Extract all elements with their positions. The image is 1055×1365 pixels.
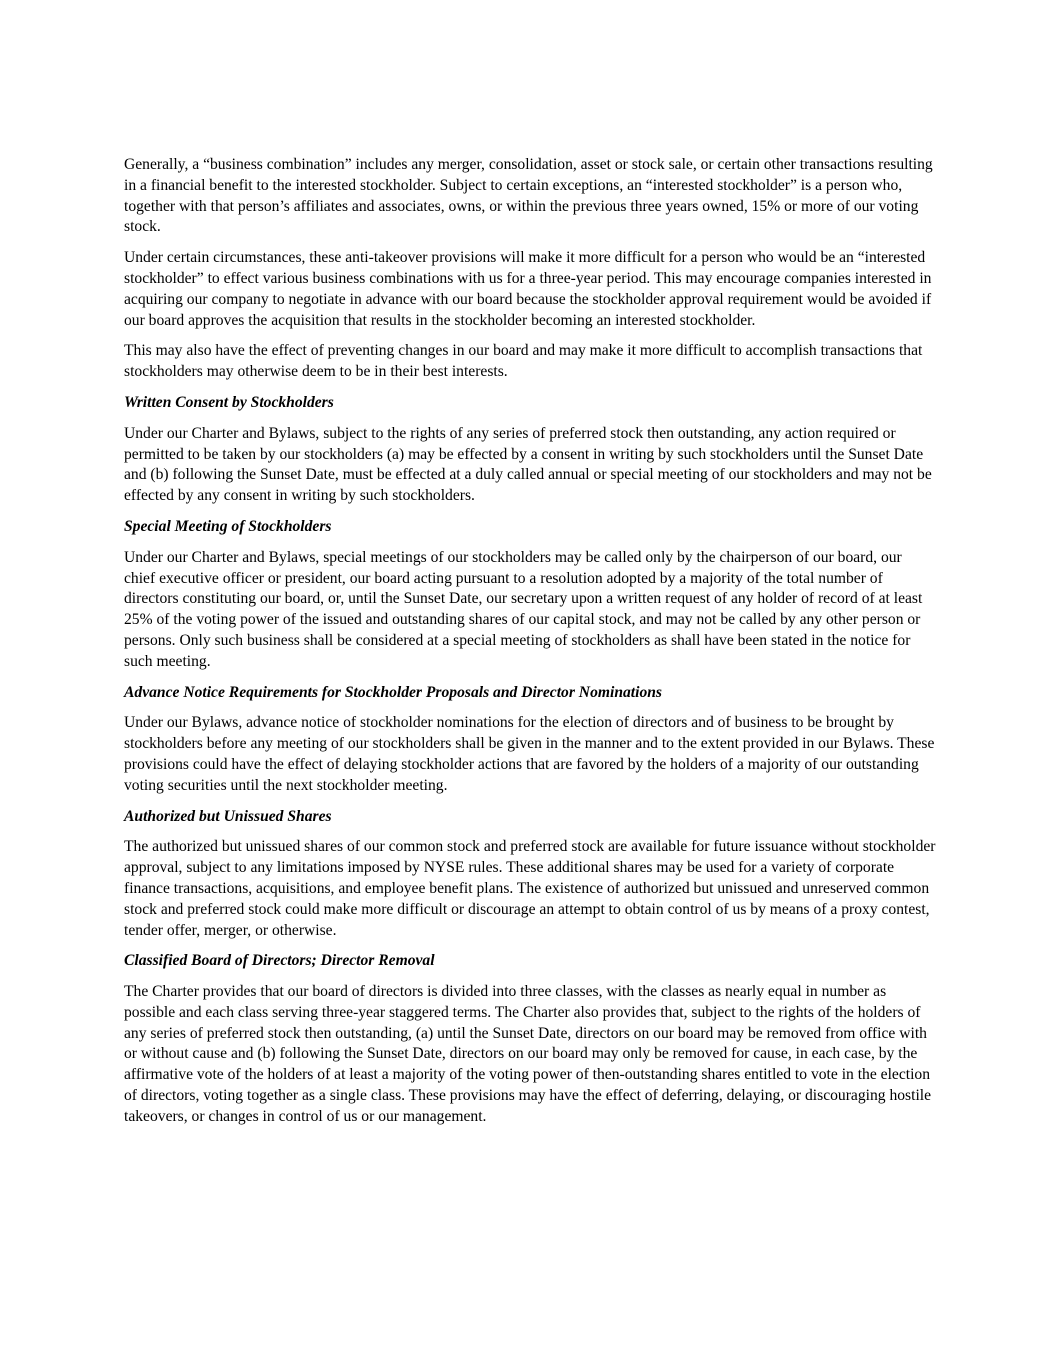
section-heading-written-consent: Written Consent by Stockholders xyxy=(124,393,334,411)
intro-paragraph-business-combination: Generally, a “business combination” includes any merger, consolidation, asset or stock sale, or certain other transactions resulting in a financial benefit to the interested stockholder. Subject to certain exceptions, an “interested stockholder” is a person who, together with that person’s affiliates and associates, owns, or within the previous three years owned, 15% or more of our voting stock. xyxy=(124,156,933,236)
section-text-classified-board: The Charter provides that our board of directors is divided into three classes, with the classes as nearly equal in number as possible and each class serving three-year staggered terms. The Charter also provides that, subject to the rights of the holders of any series of preferred stock then outstanding, (a) until the Sunset Date, directors on our board may be removed from office with or without cause and (b) following the Sunset Date, directors on our board may only be removed for cause, in each case, by the affirmative vote of the holders of at least a majority of the voting power of then-outstanding shares entitled to vote in the election of directors, voting together as a single class. These provisions may have the effect of deferring, delaying, or discouraging hostile takeovers, or changes in control of us or our management. xyxy=(124,983,932,1125)
document-page xyxy=(124,155,936,1138)
section-heading-advance-notice: Advance Notice Requirements for Stockholder Proposals and Director Nominations xyxy=(124,683,662,701)
section-text-unissued-shares: The authorized but unissued shares of our common stock and preferred stock are available for future issuance without stockholder approval, subject to any limitations imposed by NYSE rules. These additional shares may be used for a variety of corporate finance transactions, acquisitions, and employee benefit plans. The existence of authorized but unissued and unreserved common stock and preferred stock could make more difficult or discourage an attempt to obtain control of us by means of a proxy contest, tender offer, merger, or otherwise. xyxy=(124,838,936,939)
section-text-advance-notice: Under our Bylaws, advance notice of stockholder nominations for the election of directors and of business to be brought by stockholders before any meeting of our stockholders shall be given in the manner and to the extent provided in our Bylaws. These provisions could have the effect of delaying stockholder actions that are favored by the holders of a majority of our outstanding voting securities until the next stockholder meeting. xyxy=(124,714,935,794)
intro-paragraph-board-changes: This may also have the effect of preventing changes in our board and may make it more difficult to accomplish transactions that stockholders may otherwise deem to be in their best interests. xyxy=(124,342,923,381)
section-heading-special-meeting: Special Meeting of Stockholders xyxy=(124,517,332,535)
section-text-special-meeting: Under our Charter and Bylaws, special meetings of our stockholders may be called only by the chairperson of our board, our chief executive officer or president, our board acting pursuant to a resolution adopted by a majority of the total number of directors constituting our board, or, until the Sunset Date, our secretary upon a written request of any holder of record of at least 25% of the voting power of the issued and outstanding shares of our capital stock, and may not be called by any other person or persons. Only such business shall be considered at a special meeting of stockholders as shall have been stated in the notice for such meeting. xyxy=(124,548,923,670)
section-heading-classified-board: Classified Board of Directors; Director Removal xyxy=(124,952,435,970)
intro-paragraph-anti-takeover: Under certain circumstances, these anti-takeover provisions will make it more difficult for a person who would be an “interested stockholder” to effect various business combinations with us for a three-year period. This may encourage companies interested in acquiring our company to negotiate in advance with our board because the stockholder approval requirement would be avoided if our board approves the acquisition that results in the stockholder becoming an interested stockholder. xyxy=(124,249,932,329)
section-heading-unissued-shares: Authorized but Unissued Shares xyxy=(124,807,332,825)
section-text-written-consent: Under our Charter and Bylaws, subject to the rights of any series of preferred stock then outstanding, any action required or permitted to be taken by our stockholders (a) may be effected by a consent in writing by such stockholders until the Sunset Date and (b) following the Sunset Date, must be effected at a duly called annual or special meeting of our stockholders and may not be effected by any consent in writing by such stockholders. xyxy=(124,424,932,505)
